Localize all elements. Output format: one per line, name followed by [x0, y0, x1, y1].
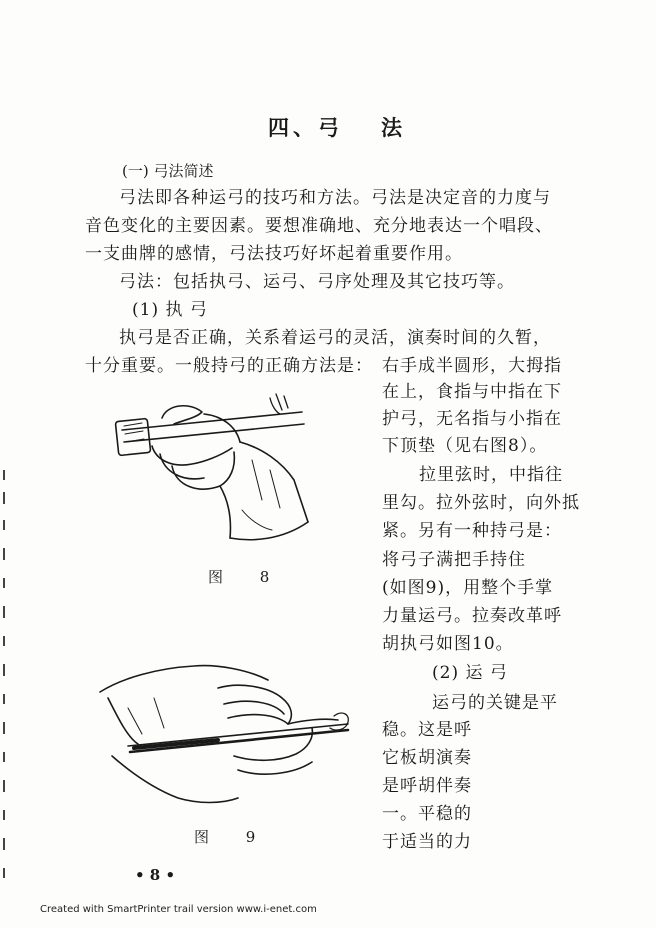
- right-column-line: 紧。另有一种持弓是：: [382, 521, 562, 541]
- scan-margin-mark: [3, 694, 5, 704]
- scan-margin-mark: [3, 780, 5, 792]
- scan-margin-mark: [3, 470, 5, 480]
- scan-margin-mark: [3, 722, 5, 734]
- sub-heading-move-bow: (2) 运 弓: [432, 663, 508, 683]
- figure8-caption: 图 8: [208, 568, 286, 586]
- sub-heading-hold-bow: (1) 执 弓: [132, 300, 208, 320]
- scan-margin-mark: [3, 868, 5, 878]
- footer-watermark: Created with SmartPrinter trail version www.i-enet.com: [40, 904, 317, 915]
- section-heading: (一) 弓法简述: [122, 162, 214, 180]
- right-column-line: 下顶垫（见右图8）。: [382, 436, 548, 456]
- right-column-line: 右手成半圆形，大拇指: [382, 356, 562, 376]
- title-tail: 法: [381, 115, 406, 140]
- figure9-caption: 图 9: [194, 828, 272, 846]
- paragraph1-line: 弓法即各种运弓的技巧和方法。弓法是决定音的力度与: [119, 188, 551, 208]
- bottom-right-line: 运弓的关键是平: [432, 693, 558, 713]
- right-column-line: 护弓，无名指与小指在: [382, 409, 562, 429]
- right-column-line: 胡执弓如图10。: [382, 634, 514, 654]
- scan-margin-mark: [3, 810, 5, 820]
- page-title: [268, 112, 406, 142]
- bottom-right-line: 于适当的力: [382, 832, 472, 852]
- figure8-hand-holding-bow-illustration: [112, 390, 317, 550]
- scan-margin-mark: [3, 664, 5, 676]
- paragraph3-line: 执弓是否正确，关系着运弓的灵活，演奏时间的久暂，: [119, 328, 551, 348]
- paragraph1-line: 一支曲牌的感情，弓法技巧好坏起着重要作用。: [85, 244, 463, 264]
- paragraph3-line: 十分重要。一般持弓的正确方法是：: [85, 356, 373, 376]
- bottom-right-line: 是呼胡伴奏: [382, 776, 472, 796]
- right-column-line: 力量运弓。拉奏改革呼: [382, 606, 562, 626]
- scan-margin-mark: [3, 492, 5, 504]
- bottom-right-line: 它板胡演奏: [382, 748, 472, 768]
- bottom-right-line: 一。平稳的: [382, 804, 472, 824]
- scan-margin-mark: [3, 838, 5, 850]
- right-column-line: 在上，食指与中指在下: [382, 382, 562, 402]
- paragraph2: 弓法：包括执弓、运弓、弓序处理及其它技巧等。: [119, 272, 515, 292]
- page-number: • 8 •: [135, 866, 176, 884]
- scan-margin-mark: [3, 578, 5, 588]
- paragraph1-line: 音色变化的主要因素。要想准确地、充分地表达一个唱段、: [85, 216, 553, 236]
- right-column-line: (如图9)，用整个手掌: [382, 578, 554, 598]
- right-column-line: 里勾。拉外弦时，向外抵: [382, 493, 580, 513]
- title-main: 四、弓: [268, 115, 343, 140]
- figure9-full-grip-illustration: [98, 658, 358, 808]
- right-column-line: 拉里弦时，中指往: [419, 465, 563, 485]
- scan-margin-mark: [3, 548, 5, 560]
- scan-margin-mark: [3, 636, 5, 646]
- scan-margin-mark: [3, 752, 5, 762]
- scan-margin-mark: [3, 520, 5, 530]
- bottom-right-line: 稳。这是呼: [382, 720, 472, 740]
- right-column-line: 将弓子满把手持住: [382, 550, 526, 570]
- scan-margin-mark: [3, 606, 5, 618]
